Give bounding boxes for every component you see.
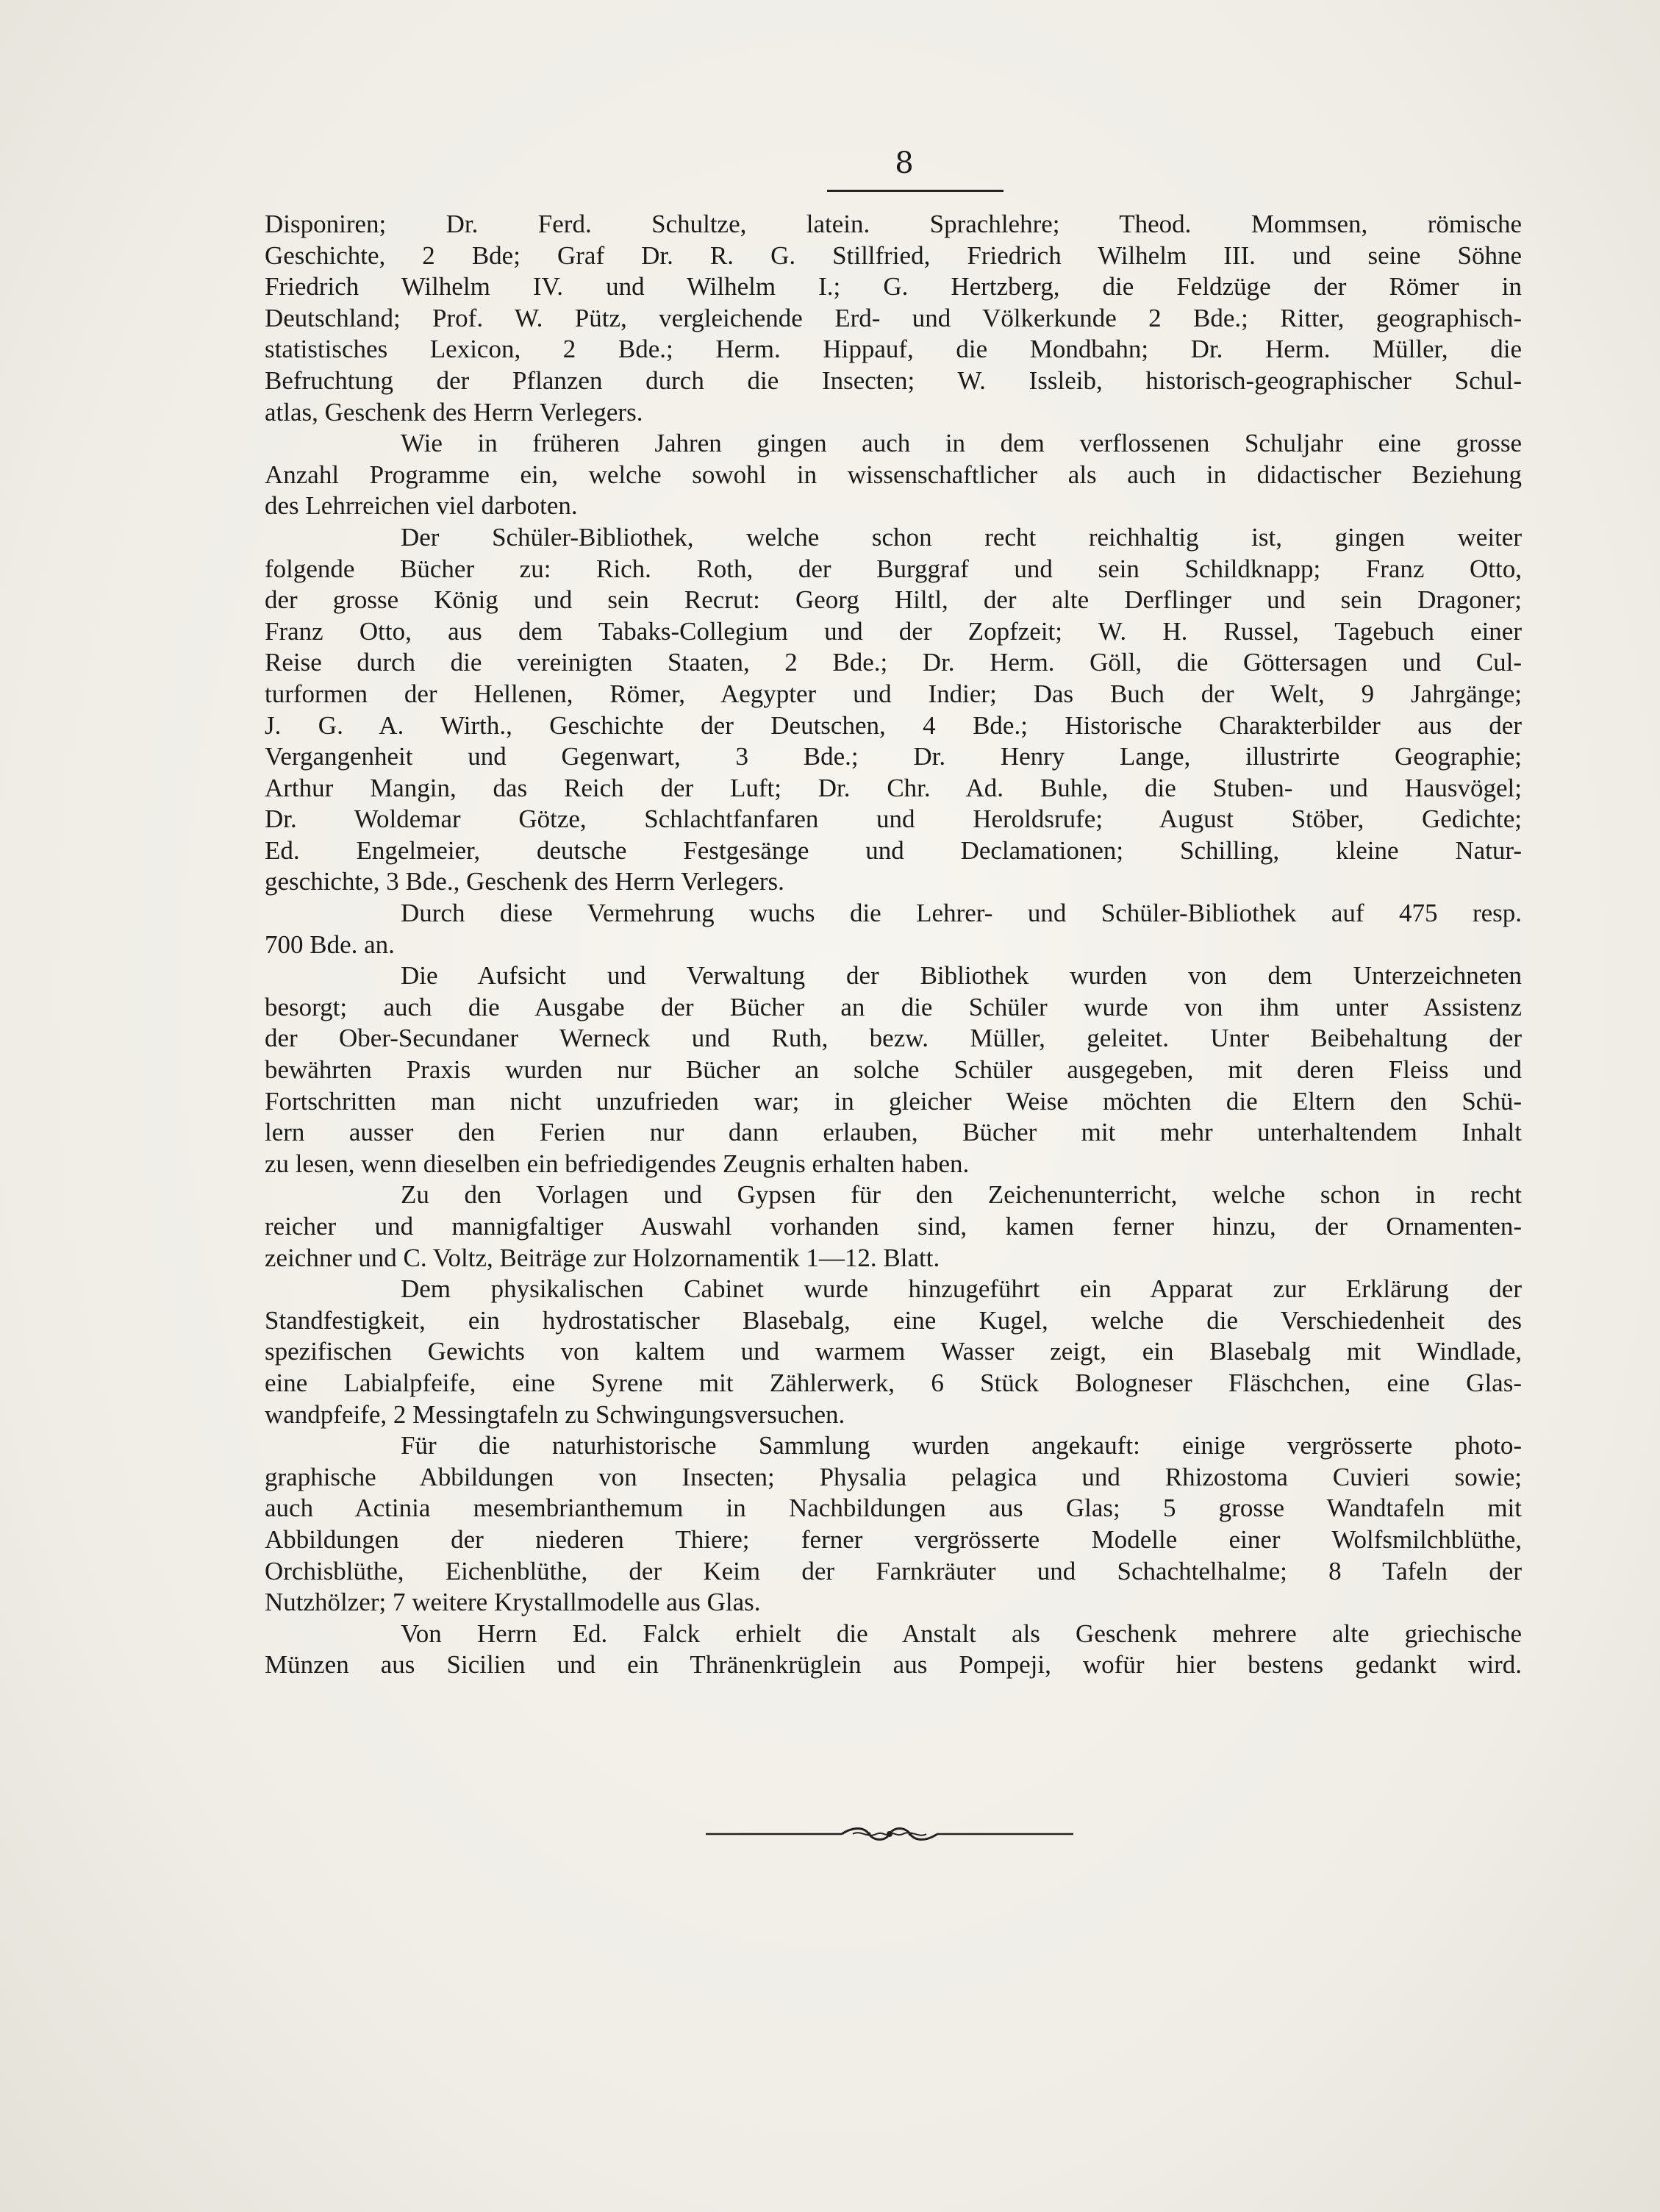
text-line: der grosse König und sein Recrut: Georg Hiltl, der alte Derflinger und sein Dragoner; xyxy=(265,585,1522,615)
text-line: Standfestigkeit, ein hydrostatischer Blasebalg, eine Kugel, welche die Verschiedenheit des xyxy=(265,1305,1522,1335)
text-line: Geschichte, 2 Bde; Graf Dr. R. G. Stillfried, Friedrich Wilhelm III. und seine Söhne xyxy=(265,240,1522,270)
text-line: Reise durch die vereinigten Staaten, 2 Bde.; Dr. Herm. Göll, die Göttersagen und Cul- xyxy=(265,648,1522,677)
text-line: Disponiren; Dr. Ferd. Schultze, latein. Sprachlehre; Theod. Mommsen, römische xyxy=(265,210,1522,238)
text-line: Franz Otto, aus dem Tabaks-Collegium und der Zopfzeit; W. H. Russel, Tagebuch einer xyxy=(265,616,1522,646)
text-line: Zu den Vorlagen und Gypsen für den Zeichenunterricht, welche schon in recht xyxy=(401,1180,1522,1210)
text-line: geschichte, 3 Bde., Geschenk des Herrn Verlegers. xyxy=(265,867,784,896)
text-line: des Lehrreichen viel darboten. xyxy=(265,491,578,521)
text-line: auch Actinia mesembrianthemum in Nachbildungen aus Glas; 5 grosse Wandtafeln mit xyxy=(265,1494,1522,1523)
body-text xyxy=(265,209,1522,1681)
text-line: 700 Bde. an. xyxy=(265,930,395,959)
text-line: Nutzhölzer; 7 weitere Krystallmodelle aus Glas. xyxy=(265,1588,761,1617)
text-line: Von Herrn Ed. Falck erhielt die Anstalt als Geschenk mehrere alte griechische xyxy=(401,1619,1522,1648)
header-rule xyxy=(827,190,1003,192)
text-line: Abbildungen der niederen Thiere; ferner vergrösserte Modelle einer Wolfsmilchblüthe, xyxy=(265,1524,1522,1554)
text-line: Dr. Woldemar Götze, Schlachtfanfaren und Heroldsrufe; August Stöber, Gedichte; xyxy=(265,804,1522,834)
text-line: der Ober-Secundaner Werneck und Ruth, bezw. Müller, geleitet. Unter Beibehaltung der xyxy=(265,1024,1522,1053)
end-ornament xyxy=(706,1825,1073,1843)
text-line: lern ausser den Ferien nur dann erlauben, Bücher mit mehr unterhaltendem Inhalt xyxy=(265,1118,1522,1147)
text-line: Anzahl Programme ein, welche sowohl in wissenschaftlicher als auch in didactischer Beziehung xyxy=(265,460,1522,489)
text-line: Der Schüler-Bibliothek, welche schon recht reichhaltig ist, gingen weiter xyxy=(401,522,1522,552)
text-line: Deutschland; Prof. W. Pütz, vergleichende Erd- und Völkerkunde 2 Bde.; Ritter, geographisch- xyxy=(265,303,1522,332)
text-line: Orchisblüthe, Eichenblüthe, der Keim der Farnkräuter und Schachtelhalme; 8 Tafeln der xyxy=(265,1556,1522,1585)
text-line: Befruchtung der Pflanzen durch die Insecten; W. Issleib, historisch-geographischer Schul- xyxy=(265,365,1522,395)
text-line: zu lesen, wenn dieselben ein befriedigendes Zeugnis erhalten haben. xyxy=(265,1149,970,1178)
page-number: 8 xyxy=(895,146,914,180)
text-line: graphische Abbildungen von Insecten; Physalia pelagica und Rhizostoma Cuvieri sowie; xyxy=(265,1462,1522,1491)
text-line: Für die naturhistorische Sammlung wurden angekauft: einige vergrösserte photo- xyxy=(401,1431,1522,1460)
text-line: Arthur Mangin, das Reich der Luft; Dr. Chr. Ad. Buhle, die Stuben- und Hausvögel; xyxy=(265,773,1522,802)
text-line: spezifischen Gewichts von kaltem und warmem Wasser zeigt, ein Blasebalg mit Windlade, xyxy=(265,1337,1522,1366)
text-line: besorgt; auch die Ausgabe der Bücher an die Schüler wurde von ihm unter Assistenz xyxy=(265,992,1522,1021)
text-line: folgende Bücher zu: Rich. Roth, der Burggraf und sein Schildknapp; Franz Otto, xyxy=(265,554,1522,583)
text-line: Vergangenheit und Gegenwart, 3 Bde.; Dr. Henry Lange, illustrirte Geographie; xyxy=(265,742,1522,771)
text-line: Durch diese Vermehrung wuchs die Lehrer- und Schüler-Bibliothek auf 475 resp. xyxy=(401,899,1522,928)
text-line: wandpfeife, 2 Messingtafeln zu Schwingungsversuchen. xyxy=(265,1399,845,1429)
text-line: Ed. Engelmeier, deutsche Festgesänge und Declamationen; Schilling, kleine Natur- xyxy=(265,835,1522,865)
text-line: Friedrich Wilhelm IV. und Wilhelm I.; G. Hertzberg, die Feldzüge der Römer in xyxy=(265,272,1522,302)
text-line: atlas, Geschenk des Herrn Verlegers. xyxy=(265,397,643,427)
text-line: Dem physikalischen Cabinet wurde hinzugeführt ein Apparat zur Erklärung der xyxy=(401,1274,1522,1304)
text-line: Fortschritten man nicht unzufrieden war; in gleicher Weise möchten die Eltern den Schü- xyxy=(265,1086,1522,1116)
text-line: J. G. A. Wirth., Geschichte der Deutschen, 4 Bde.; Historische Charakterbilder aus der xyxy=(265,710,1522,740)
text-line: Wie in früheren Jahren gingen auch in dem verflossenen Schuljahr eine grosse xyxy=(401,429,1522,458)
text-line: Münzen aus Sicilien und ein Thränenkrüglein aus Pompeji, wofür hier bestens gedankt wird. xyxy=(265,1650,1522,1680)
text-line: reicher und mannigfaltiger Auswahl vorhanden sind, kamen ferner hinzu, der Ornamenten- xyxy=(265,1212,1522,1241)
text-line: zeichner und C. Voltz, Beiträge zur Holzornamentik 1—12. Blatt. xyxy=(265,1243,940,1272)
text-line: bewährten Praxis wurden nur Bücher an solche Schüler ausgegeben, mit deren Fleiss und xyxy=(265,1055,1522,1085)
text-line: turformen der Hellenen, Römer, Aegypter und Indier; Das Buch der Welt, 9 Jahrgänge; xyxy=(265,679,1522,708)
text-line: statistisches Lexicon, 2 Bde.; Herm. Hippauf, die Mondbahn; Dr. Herm. Müller, die xyxy=(265,335,1522,364)
text-line: Die Aufsicht und Verwaltung der Bibliothek wurden von dem Unterzeichneten xyxy=(401,961,1522,991)
text-line: eine Labialpfeife, eine Syrene mit Zählerwerk, 6 Stück Bologneser Fläschchen, eine Glas- xyxy=(265,1368,1522,1397)
